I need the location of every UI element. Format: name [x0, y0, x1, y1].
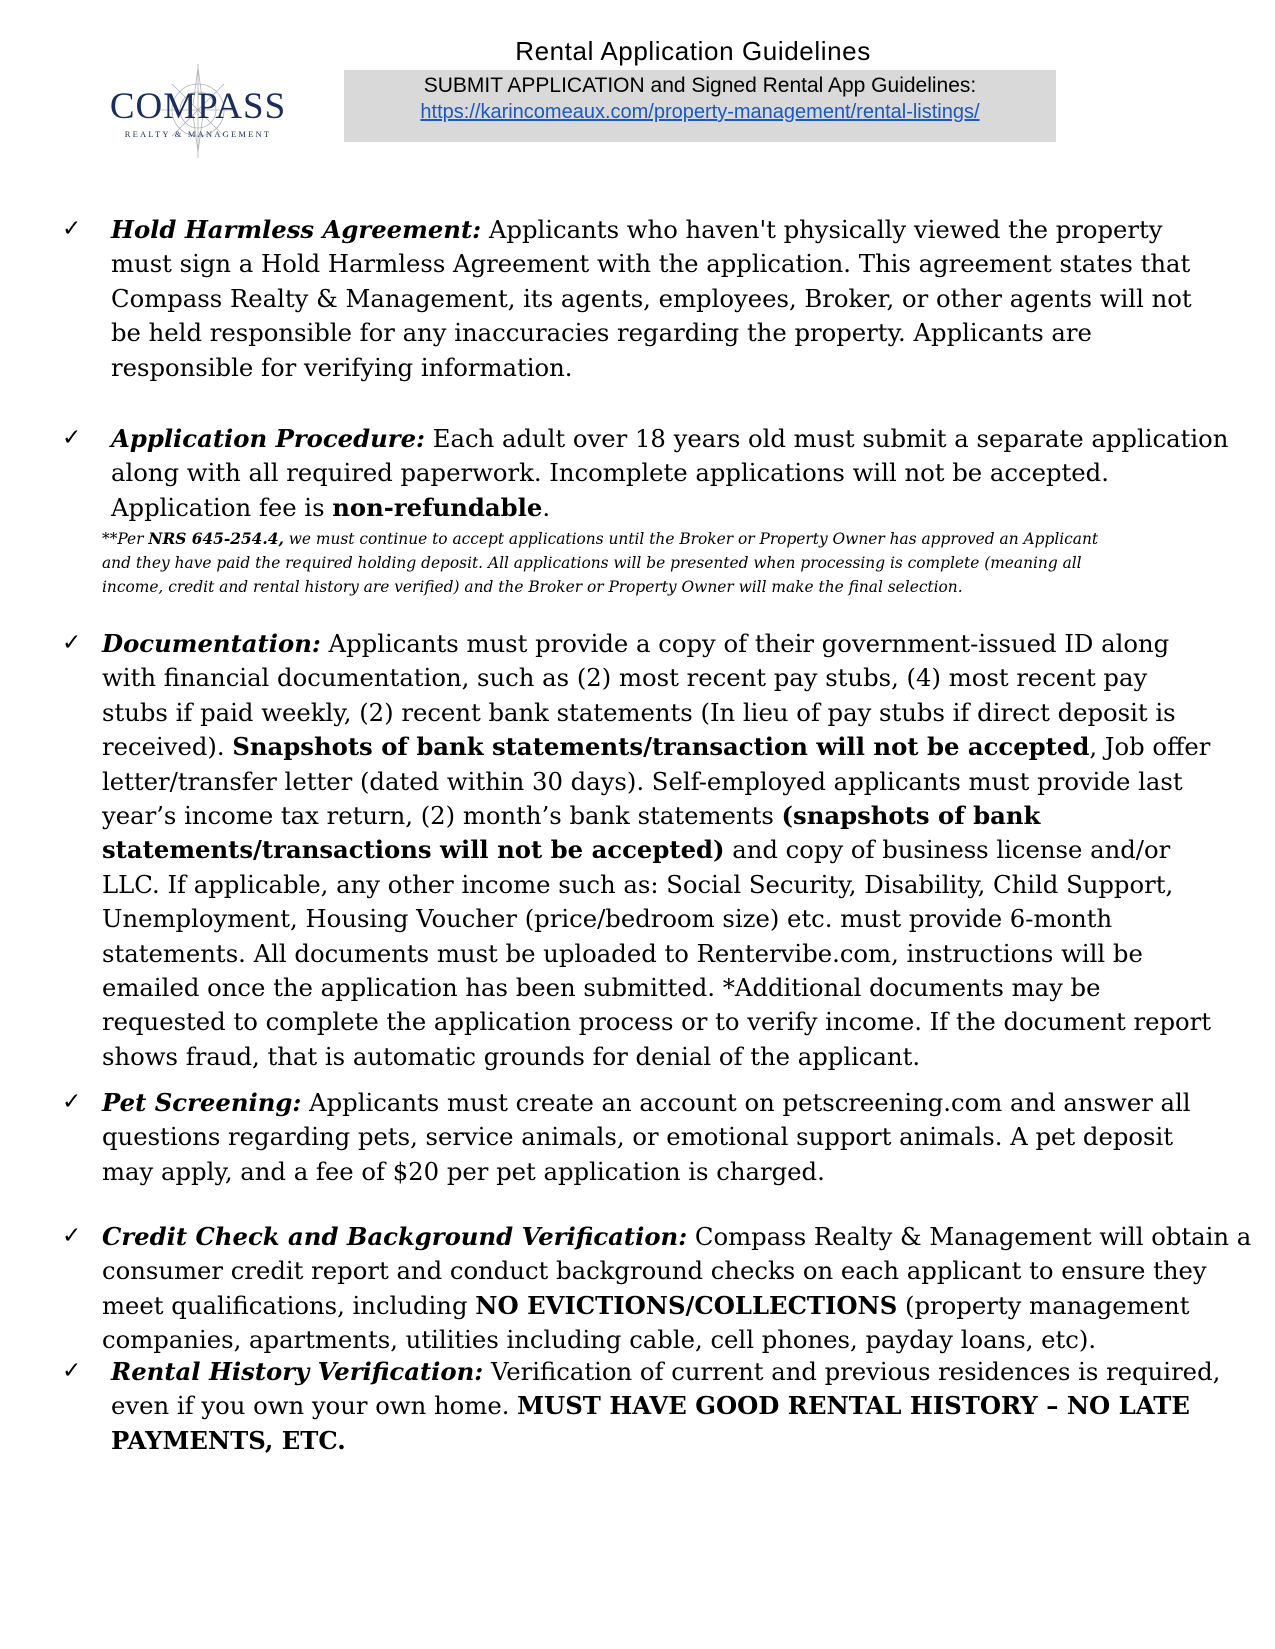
documentation-line-3: stubs if paid weekly, (2) recent bank statements (In lieu of pay stubs if direct deposit is: [102, 697, 1176, 727]
application-heading: Application Procedure:: [111, 424, 426, 453]
nrs-footnote-line-2: and they have paid the required holding deposit. All applications will be presented when processing is complete (meaning all: [102, 554, 1082, 572]
check-mark-icon: ✓: [62, 1089, 82, 1115]
submit-instructions-text: SUBMIT APPLICATION and Signed Rental App Guidelines:: [423, 74, 977, 97]
nrs-footnote-line-3: income, credit and rental history are verified) and the Broker or Property Owner will make the final selection.: [102, 578, 963, 596]
check-mark-icon: ✓: [62, 216, 82, 242]
rental-listings-link[interactable]: https://karincomeaux.com/property-management/rental-listings/: [420, 101, 980, 123]
credit-heading: Credit Check and Background Verification:: [102, 1222, 688, 1251]
pet-screening-section: [102, 1086, 1191, 1189]
check-mark-icon: ✓: [62, 1223, 82, 1249]
documentation-line-9: Unemployment, Housing Voucher (price/bedroom size) etc. must provide 6-month: [102, 904, 1113, 934]
application-procedure-section: [111, 422, 1228, 525]
nrs-footnote-line-1: **Per NRS 645-254.4, we must continue to accept applications until the Broker or Property Owner has approved an Applicant: [102, 530, 1099, 548]
page-title: Rental Application Guidelines: [515, 36, 871, 66]
nrs-footnote: [102, 527, 1222, 599]
pet-heading: Pet Screening:: [102, 1088, 302, 1117]
documentation-line-8: LLC. If applicable, any other income such as: Social Security, Disability, Child Support,: [102, 869, 1174, 899]
pet-line-2: questions regarding pets, service animals, or emotional support animals. A pet deposit: [102, 1122, 1174, 1152]
hold-harmless-line-5: responsible for verifying information.: [111, 352, 573, 382]
hold-harmless-section: [111, 213, 1192, 385]
check-mark-icon: ✓: [62, 630, 82, 656]
credit-line-4: companies, apartments, utilities including cable, cell phones, payday loans, etc).: [102, 1325, 1097, 1355]
rental-line-1: Rental History Verification: Verification of current and previous residences is required,: [111, 1357, 1221, 1386]
documentation-section: [102, 627, 1211, 1074]
documentation-line-5: letter/transfer letter (dated within 30 days). Self-employed applicants must provide last: [102, 766, 1183, 796]
documentation-line-10: statements. All documents must be uploaded to Rentervibe.com, instructions will be: [102, 938, 1143, 968]
documentation-line-2: with financial documentation, such as (2) most recent pay stubs, (4) most recent pay: [102, 663, 1148, 693]
documentation-line-1: Documentation: Applicants must provide a copy of their government-issued ID along: [102, 629, 1170, 658]
rental-heading: Rental History Verification:: [111, 1357, 484, 1386]
documentation-line-11: emailed once the application has been submitted. *Additional documents may be: [102, 973, 1101, 1003]
application-line-1: Application Procedure: Each adult over 18 years old must submit a separate application: [111, 424, 1229, 453]
pet-line-3: may apply, and a fee of $20 per pet application is charged.: [102, 1156, 825, 1186]
check-mark-icon: ✓: [62, 1358, 82, 1384]
rental-line-2: even if you own your own home. MUST HAVE GOOD RENTAL HISTORY – NO LATE: [111, 1391, 1190, 1421]
logo-tagline: REALTY & MANAGEMENT: [124, 129, 272, 139]
credit-check-section: [102, 1220, 1251, 1358]
application-line-2: along with all required paperwork. Incomplete applications will not be accepted.: [111, 458, 1109, 488]
hold-harmless-line-3: Compass Realty & Management, its agents, employees, Broker, or other agents will not: [111, 283, 1192, 313]
documentation-line-7: statements/transactions will not be accepted) and copy of business license and/or: [102, 835, 1171, 865]
company-logo: [98, 62, 298, 170]
documentation-line-6: year’s income tax return, (2) month’s bank statements (snapshots of bank: [102, 801, 1041, 831]
check-mark-icon: ✓: [62, 425, 82, 451]
nrs-reference: NRS 645-254.4,: [148, 530, 284, 548]
application-line-3: Application fee is non-refundable.: [111, 492, 551, 522]
rental-line-3: PAYMENTS, ETC.: [111, 1425, 346, 1455]
hold-harmless-line-2: must sign a Hold Harmless Agreement with the application. This agreement states that: [111, 249, 1191, 279]
rental-history-section: [111, 1355, 1220, 1458]
documentation-line-4: received). Snapshots of bank statements/transaction will not be accepted, Job offer: [102, 732, 1211, 762]
non-refundable-text: non-refundable: [332, 492, 543, 522]
hold-harmless-line-4: be held responsible for any inaccuracies regarding the property. Applicants are: [111, 318, 1092, 348]
hold-harmless-heading: Hold Harmless Agreement:: [111, 215, 482, 244]
credit-line-2: consumer credit report and conduct background checks on each applicant to ensure they: [102, 1256, 1207, 1286]
pet-line-1: Pet Screening: Applicants must create an account on petscreening.com and answer all: [102, 1088, 1191, 1117]
credit-line-3: meet qualifications, including NO EVICTIONS/COLLECTIONS (property management: [102, 1290, 1190, 1320]
documentation-line-13: shows fraud, that is automatic grounds for denial of the applicant.: [102, 1041, 921, 1071]
documentation-line-12: requested to complete the application process or to verify income. If the document report: [102, 1007, 1212, 1037]
logo-wordmark: COMPASS: [109, 86, 287, 127]
submit-instructions-box: [344, 70, 1056, 142]
credit-line-1: Credit Check and Background Verification: Compass Realty & Management will obtain a: [102, 1222, 1252, 1251]
documentation-heading: Documentation:: [102, 629, 321, 658]
hold-harmless-line-1: Hold Harmless Agreement: Applicants who haven't physically viewed the property: [111, 215, 1163, 244]
